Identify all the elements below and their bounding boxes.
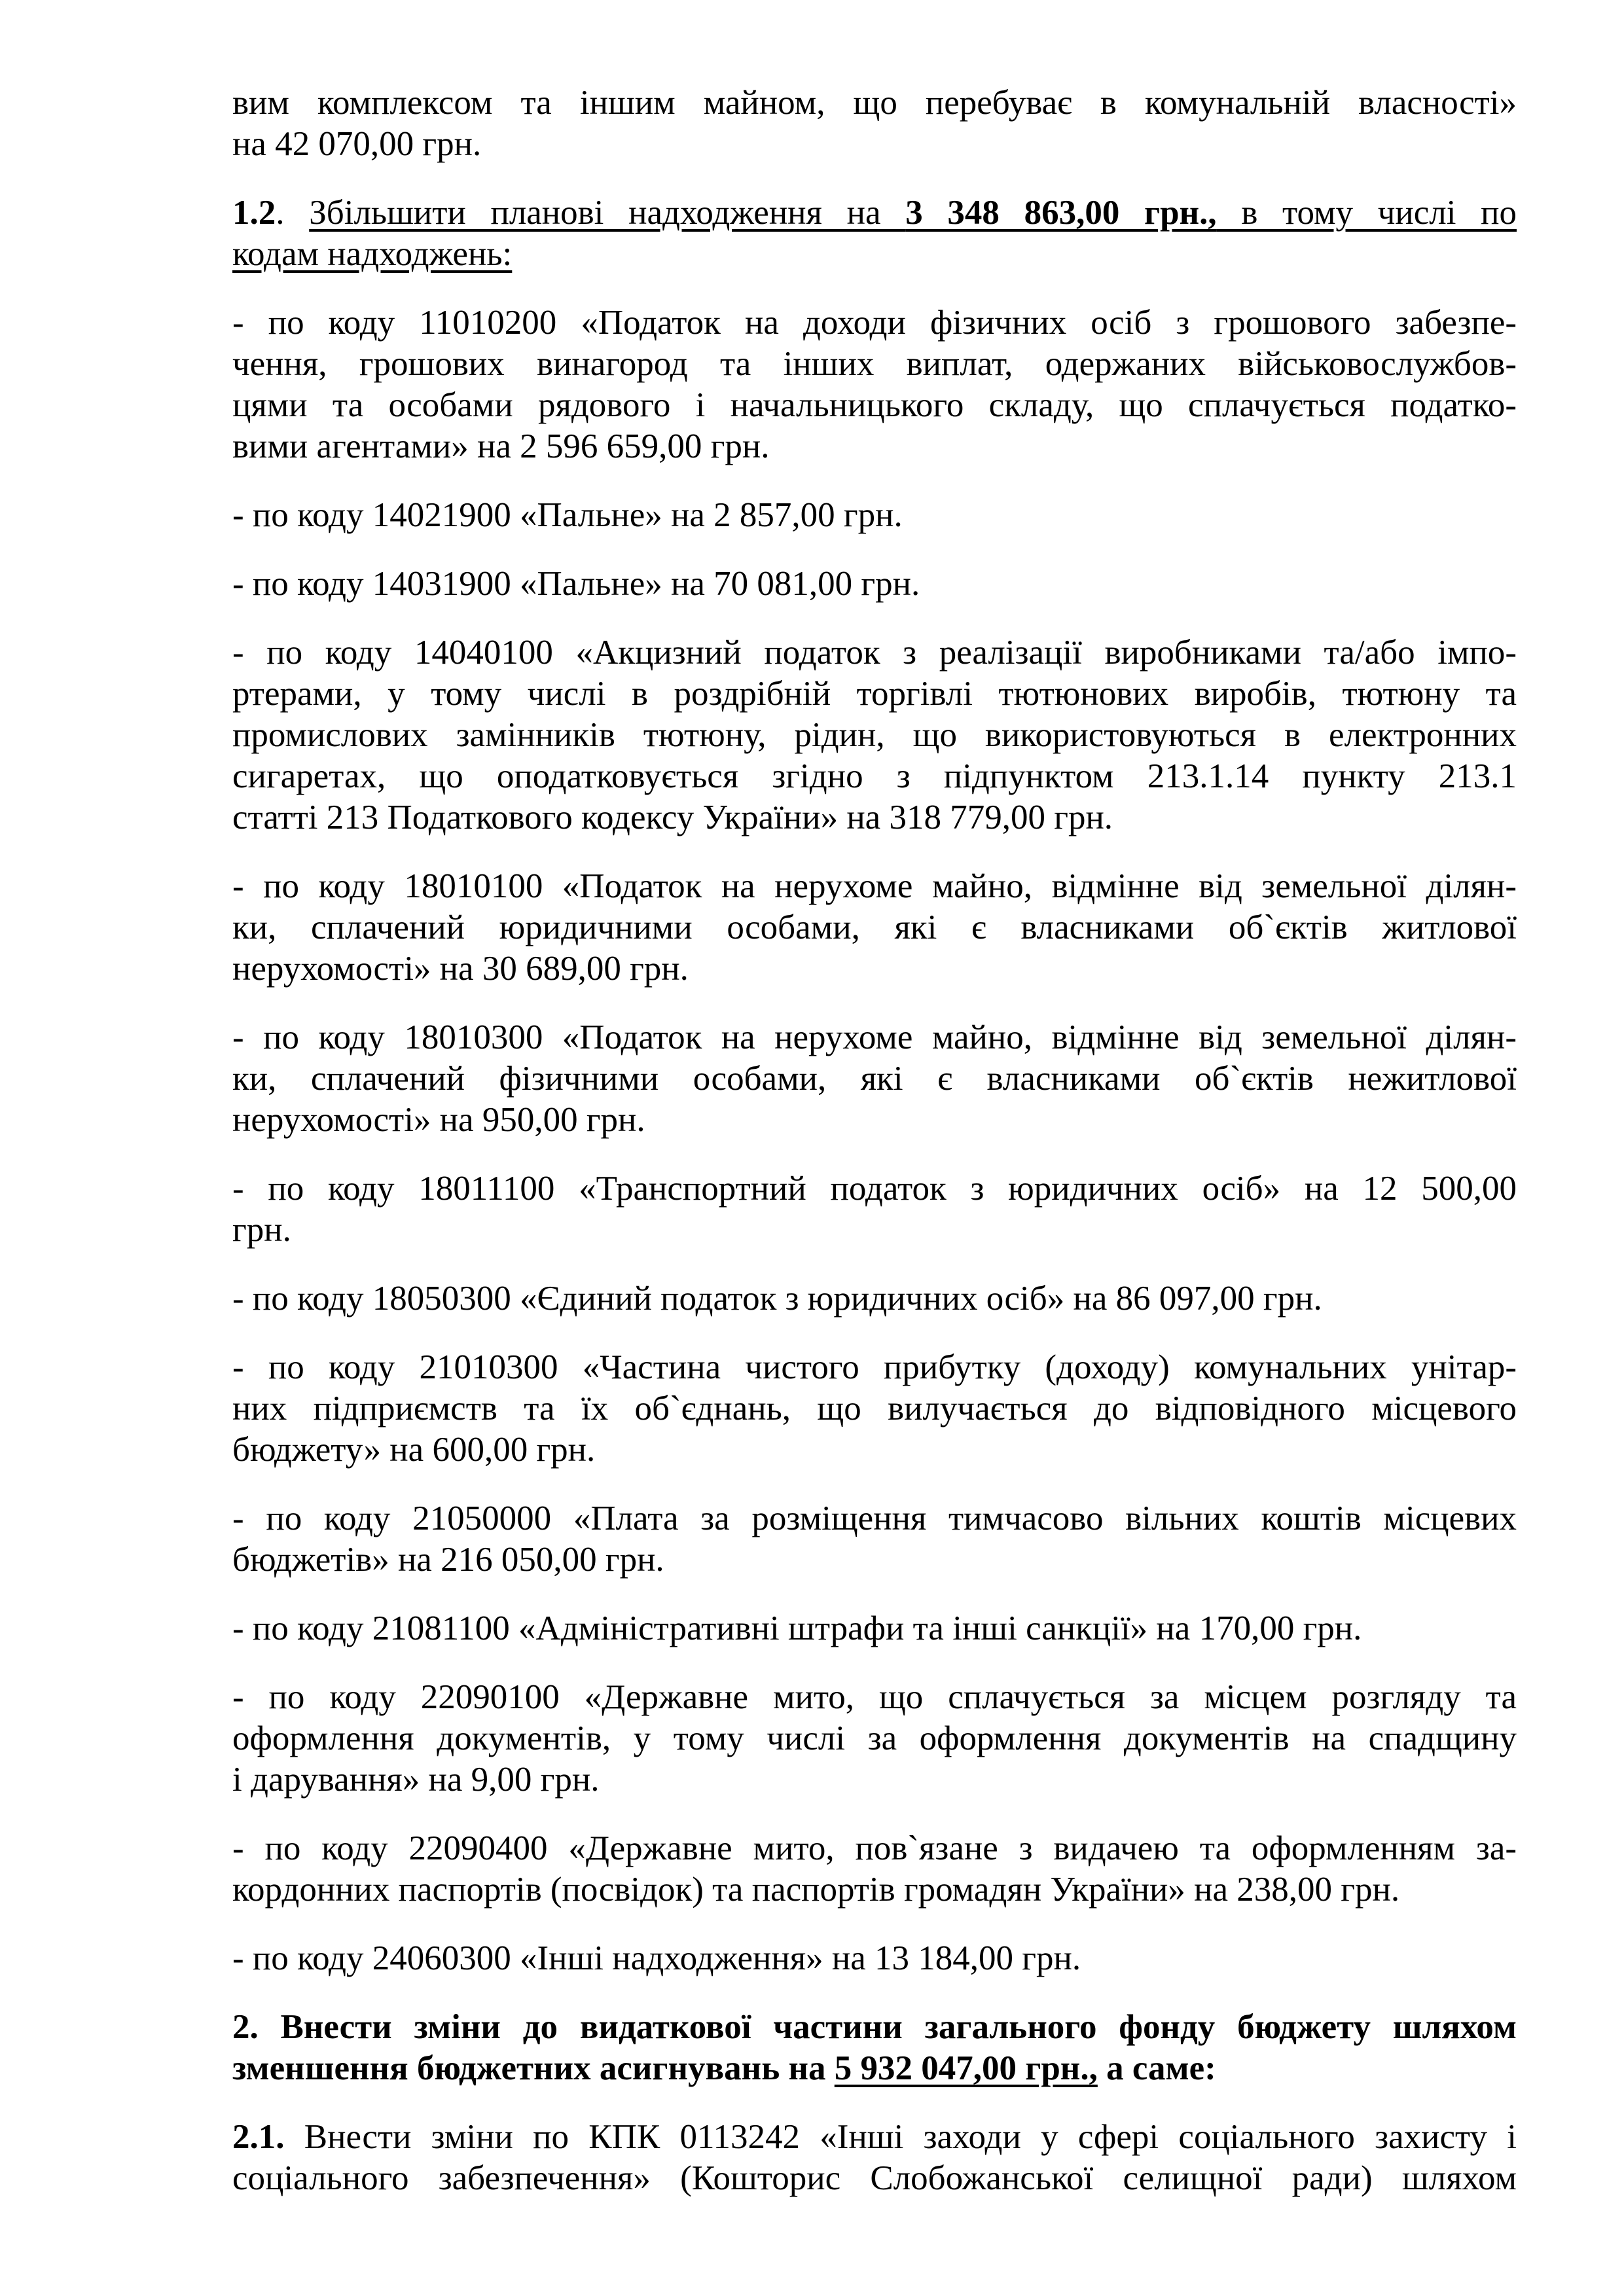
text-segment: цями та особами рядового і начальницького складу, що сплачується податко- bbox=[232, 386, 1517, 424]
text-line bbox=[232, 1498, 1517, 1539]
text-segment: кордонних паспортів (посвідок) та паспортів громадян України» на 238,00 грн. bbox=[232, 1871, 1400, 1909]
text-line bbox=[232, 1759, 1517, 1801]
paragraph bbox=[232, 1168, 1517, 1251]
text-segment: - по коду 18010300 «Податок на нерухоме майно, відмінне від земельної ділян- bbox=[232, 1018, 1517, 1056]
text-segment: ки, сплачений юридичними особами, які є власниками об`єктів житлової bbox=[232, 908, 1517, 946]
text-line bbox=[232, 907, 1517, 948]
text-line bbox=[232, 756, 1517, 797]
text-line bbox=[232, 866, 1517, 907]
text-segment: - по коду 22090100 «Державне мито, що сплачується за місцем розгляду та bbox=[232, 1678, 1517, 1716]
text-line bbox=[232, 1828, 1517, 1869]
text-line bbox=[232, 1677, 1517, 1718]
text-line bbox=[232, 1347, 1517, 1388]
text-segment: вим комплексом та іншим майном, що перебуває в комунальній власності» bbox=[232, 84, 1517, 122]
text-segment: на 42 070,00 грн. bbox=[232, 125, 482, 163]
text-line bbox=[232, 1210, 1517, 1251]
text-line bbox=[232, 302, 1517, 344]
paragraph bbox=[232, 866, 1517, 990]
text-line bbox=[232, 2158, 1517, 2199]
text-segment: . bbox=[276, 194, 310, 232]
text-line bbox=[232, 2048, 1517, 2089]
text-segment: - по коду 11010200 «Податок на доходи фізичних осіб з грошового забезпе- bbox=[232, 304, 1517, 342]
paragraph bbox=[232, 495, 1517, 536]
text-segment: - по коду 22090400 «Державне мито, пов`язане з видачею та оформленням за- bbox=[232, 1829, 1517, 1867]
text-segment: 1.2 bbox=[232, 194, 276, 232]
text-segment: зменшення бюджетних асигнувань на bbox=[232, 2049, 835, 2087]
text-segment: сигаретах, що оподатковується згідно з підпунктом 213.1.14 пункту 213.1 bbox=[232, 757, 1517, 795]
text-segment: бюджету» на 600,00 грн. bbox=[232, 1431, 596, 1469]
text-segment: оформлення документів, у тому числі за оформлення документів на спадщину bbox=[232, 1719, 1517, 1757]
text-line bbox=[232, 2117, 1517, 2158]
paragraph bbox=[232, 1278, 1517, 1319]
text-segment: чення, грошових винагород та інших виплат, одержаних військовослужбов- bbox=[232, 345, 1517, 383]
text-segment: 2.1. bbox=[232, 2118, 285, 2156]
text-line bbox=[232, 673, 1517, 715]
text-segment: вими агентами» на 2 596 659,00 грн. bbox=[232, 427, 770, 465]
text-line bbox=[232, 2007, 1517, 2048]
text-line bbox=[232, 1100, 1517, 1141]
text-line bbox=[232, 1869, 1517, 1910]
text-segment: - по коду 14021900 «Пальне» на 2 857,00 грн. bbox=[232, 496, 903, 534]
text-segment: ки, сплачений фізичними особами, які є власниками об`єктів нежитлової bbox=[232, 1060, 1517, 1098]
text-line bbox=[232, 1058, 1517, 1100]
text-segment: - по коду 14040100 «Акцизний податок з реалізації виробниками та/або імпо- bbox=[232, 634, 1517, 672]
text-segment: а саме: bbox=[1097, 2049, 1216, 2087]
text-segment: - по коду 24060300 «Інші надходження» на 13 184,00 грн. bbox=[232, 1939, 1081, 1977]
text-segment: - по коду 21010300 «Частина чистого прибутку (доходу) комунальних унітар- bbox=[232, 1348, 1517, 1386]
paragraph bbox=[232, 2007, 1517, 2089]
text-segment: нерухомості» на 30 689,00 грн. bbox=[232, 950, 689, 988]
paragraph bbox=[232, 1017, 1517, 1141]
text-segment: - по коду 18050300 «Єдиний податок з юридичних осіб» на 86 097,00 грн. bbox=[232, 1280, 1322, 1318]
text-line bbox=[232, 1539, 1517, 1581]
text-line bbox=[232, 82, 1517, 124]
text-segment: статті 213 Податкового кодексу України» на 318 779,00 грн. bbox=[232, 798, 1113, 836]
text-line bbox=[232, 234, 1517, 275]
text-segment: Збільшити планові надходження на bbox=[309, 194, 906, 232]
text-segment: - по коду 21081100 «Адміністративні штрафи та інші санкції» на 170,00 грн. bbox=[232, 1609, 1362, 1647]
paragraph bbox=[232, 1347, 1517, 1471]
text-line bbox=[232, 1608, 1517, 1649]
text-line bbox=[232, 715, 1517, 756]
paragraph bbox=[232, 2117, 1517, 2199]
paragraph bbox=[232, 82, 1517, 165]
paragraph bbox=[232, 564, 1517, 605]
text-line bbox=[232, 426, 1517, 467]
text-line bbox=[232, 1017, 1517, 1058]
text-segment: Внести зміни по КПК 0113242 «Інші заходи у сфері соціального захисту і bbox=[284, 2118, 1517, 2156]
text-segment: 2. Внести зміни до видаткової частини загального фонду бюджету шляхом bbox=[232, 2008, 1517, 2046]
paragraph bbox=[232, 1938, 1517, 1979]
text-segment: бюджетів» на 216 050,00 грн. bbox=[232, 1541, 664, 1579]
text-line bbox=[232, 495, 1517, 536]
text-segment: 3 348 863,00 грн., bbox=[905, 194, 1217, 232]
text-line bbox=[232, 797, 1517, 838]
text-line bbox=[232, 1938, 1517, 1979]
text-segment: в тому числі по bbox=[1216, 194, 1517, 232]
text-line bbox=[232, 1429, 1517, 1471]
text-line bbox=[232, 385, 1517, 426]
document-page bbox=[232, 82, 1517, 2227]
paragraph bbox=[232, 1498, 1517, 1581]
text-segment: 5 932 047,00 грн., bbox=[834, 2049, 1098, 2087]
text-line bbox=[232, 192, 1517, 234]
text-line bbox=[232, 632, 1517, 673]
text-line bbox=[232, 1278, 1517, 1319]
text-segment: - по коду 21050000 «Плата за розміщення тимчасово вільних коштів місцевих bbox=[232, 1499, 1517, 1537]
text-segment: і дарування» на 9,00 грн. bbox=[232, 1761, 600, 1799]
paragraph bbox=[232, 1828, 1517, 1910]
paragraph bbox=[232, 192, 1517, 275]
text-segment: - по коду 14031900 «Пальне» на 70 081,00 грн. bbox=[232, 565, 920, 603]
text-segment: кодам надходжень: bbox=[232, 235, 513, 273]
paragraph bbox=[232, 632, 1517, 838]
text-line bbox=[232, 124, 1517, 165]
text-line bbox=[232, 1388, 1517, 1429]
text-segment: - по коду 18011100 «Транспортний податок з юридичних осіб» на 12 500,00 bbox=[232, 1170, 1517, 1208]
paragraph bbox=[232, 1608, 1517, 1649]
text-segment: нерухомості» на 950,00 грн. bbox=[232, 1101, 645, 1139]
text-line bbox=[232, 948, 1517, 990]
text-segment: соціального забезпечення» (Кошторис Слобожанської селищної ради) шляхом bbox=[232, 2159, 1517, 2197]
text-segment: них підприємств та їх об`єднань, що вилучається до відповідного місцевого bbox=[232, 1390, 1517, 1427]
text-line bbox=[232, 1168, 1517, 1210]
text-segment: промислових замінників тютюну, рідин, що використовуються в електронних bbox=[232, 716, 1517, 754]
paragraph bbox=[232, 1677, 1517, 1801]
text-line bbox=[232, 564, 1517, 605]
text-segment: грн. bbox=[232, 1211, 291, 1249]
text-line bbox=[232, 344, 1517, 385]
paragraph bbox=[232, 302, 1517, 467]
text-segment: ртерами, у тому числі в роздрібній торгівлі тютюнових виробів, тютюну та bbox=[232, 675, 1517, 713]
text-line bbox=[232, 1718, 1517, 1759]
text-segment: - по коду 18010100 «Податок на нерухоме майно, відмінне від земельної ділян- bbox=[232, 867, 1517, 905]
